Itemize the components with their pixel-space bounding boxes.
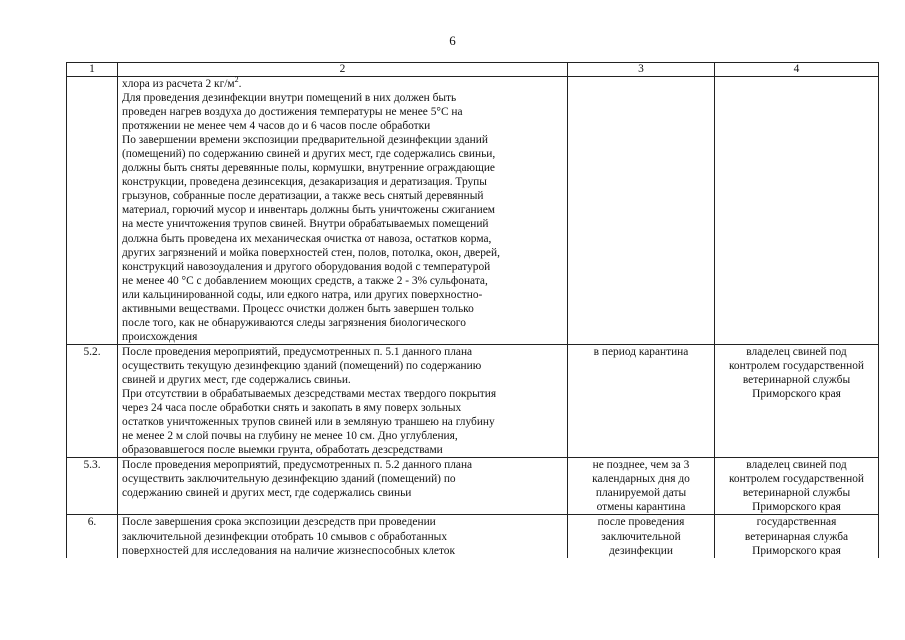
responsible-line: Приморского края: [752, 501, 841, 514]
deadline-line: не позднее, чем за 3: [592, 459, 690, 472]
row-text: [118, 344, 568, 457]
text-line: происхождения: [122, 330, 198, 343]
header-cell-2: 2: [118, 63, 568, 77]
deadline-line: планируемой даты: [595, 487, 687, 500]
row-number: 6.: [67, 515, 118, 558]
deadline-line: заключительной: [601, 530, 681, 543]
text-line: на месте уничтожения трупов свиней. Внутри обрабатываемых помещений: [122, 218, 489, 231]
row-deadline: [568, 77, 715, 345]
row-text: [118, 458, 568, 515]
text-line: проведен нагрев воздуха до достижения температуры не менее 5°С на: [122, 106, 463, 119]
text-line: осуществить текущую дезинфекцию зданий (помещений) по содержанию: [122, 359, 482, 372]
table-header-row: [67, 63, 879, 77]
text-line: не менее 40 °С с добавлением моющих средств, а также 2 - 3% сульфоната,: [122, 274, 488, 287]
text-line: активными веществами. Процесс очистки должен быть завершен только: [122, 302, 474, 315]
table-row: [67, 344, 879, 457]
header-cell-1: 1: [67, 63, 118, 77]
text-line: конструкции, проведена дезинсекция, дезакаризация и дератизация. Трупы: [122, 176, 487, 189]
text-line: других загрязнений и мойка поверхностей стен, полов, потолка, окон, дверей,: [122, 246, 500, 259]
table-row: [67, 458, 879, 515]
text-line: хлора из расчета 2 $кг/м^2$.: [122, 75, 242, 90]
text-line: должны быть сняты деревянные полы, кормушки, внутренние ограждающие: [122, 162, 495, 175]
text-line: После проведения мероприятий, предусмотренных п. 5.1 данного плана: [122, 345, 473, 358]
row-deadline: [568, 344, 715, 457]
row-responsible: [715, 458, 879, 515]
text-line: через 24 часа после обработки снять и закопать в яму поверх зольных: [122, 402, 462, 415]
text-line: поверхностей для исследования на наличие жизнеспособных клеток: [122, 544, 456, 557]
deadline-line: дезинфекции: [609, 544, 673, 557]
page-number: 6: [449, 33, 456, 48]
text-line: грызунов, собранные после дератизации, а также весь снятый деревянный: [122, 190, 484, 203]
deadline-line: после проведения: [597, 516, 685, 529]
responsible-line: ветеринарной службы: [742, 373, 851, 386]
text-line: содержанию свиней и других мест, где содержались свиньи: [122, 487, 412, 500]
deadline-line: отмены карантина: [596, 501, 686, 514]
text-line: материал, горючий мусор и инвентарь должны быть уничтожены сжиганием: [122, 204, 495, 217]
superscript: 2: [234, 75, 239, 85]
responsible-line: государственная: [756, 516, 837, 529]
text-line: остатков уничтоженных трупов свиней или в земляную траншею на глубину: [122, 416, 495, 429]
responsible-line: Приморского края: [752, 388, 841, 401]
deadline-line: календарных дня до: [592, 473, 690, 486]
text-line: При отсутствии в обрабатываемых дезсредствами местах твердого покрытия: [122, 388, 497, 401]
text-line: образовавшегося после выемки грунта, обработать дезсредствами: [122, 444, 443, 457]
responsible-line: Приморского края: [752, 544, 841, 557]
responsible-line: контролем государственной: [728, 473, 865, 486]
text-line: или кальцинированной соды, или едкого натра, или других поверхностно-: [122, 288, 483, 301]
text-line: конструкций навозоудаления и другого оборудования водой с температурой: [122, 260, 491, 273]
header-cell-3: 3: [568, 63, 715, 77]
deadline-line: в период карантина: [593, 345, 689, 358]
table-row: [67, 515, 879, 558]
row-deadline: [568, 458, 715, 515]
row-responsible: [715, 77, 879, 345]
text-line: Для проведения дезинфекции внутри помещений в них должен быть: [122, 92, 457, 105]
header-cell-4: 4: [715, 63, 879, 77]
text-line: не менее 2 м слой почвы на глубину не менее 10 см. Дно углубления,: [122, 430, 458, 443]
text-line: После завершения срока экспозиции дезсредств при проведении: [122, 516, 436, 529]
row-number: 5.3.: [67, 458, 118, 515]
responsible-line: ветеринарной службы: [742, 487, 851, 500]
text-line: после того, как не обнаруживаются следы загрязнения биологического: [122, 316, 466, 329]
text-line: осуществить заключительную дезинфекцию зданий (помещений) по: [122, 473, 456, 486]
row-text: [118, 515, 568, 558]
responsible-line: ветеринарная служба: [744, 530, 849, 543]
text-line: По завершении времени экспозиции предварительной дезинфекции зданий: [122, 134, 488, 147]
row-number: 5.2.: [67, 344, 118, 457]
responsible-line: контролем государственной: [728, 359, 865, 372]
plan-table: [66, 62, 879, 558]
row-responsible: [715, 515, 879, 558]
table-row: [67, 77, 879, 345]
text-line: После проведения мероприятий, предусмотренных п. 5.2 данного плана: [122, 459, 473, 472]
responsible-line: владелец свиней под: [746, 459, 847, 472]
row-responsible: [715, 344, 879, 457]
text-line: должна быть проведена их механическая очистка от навоза, остатков корма,: [122, 232, 492, 245]
text-line: протяжении не менее чем 4 часов до и 6 часов после обработки: [122, 120, 431, 133]
text-line: свиней и других мест, где содержались свиньи.: [122, 373, 351, 386]
row-deadline: [568, 515, 715, 558]
responsible-line: владелец свиней под: [746, 345, 847, 358]
row-number: [67, 77, 118, 345]
text-line: (помещений) по содержанию свиней и других мест, где содержались свиньи,: [122, 148, 496, 161]
text-line: заключительной дезинфекции отобрать 10 смывов с обработанных: [122, 530, 448, 543]
row-text: [118, 77, 568, 345]
